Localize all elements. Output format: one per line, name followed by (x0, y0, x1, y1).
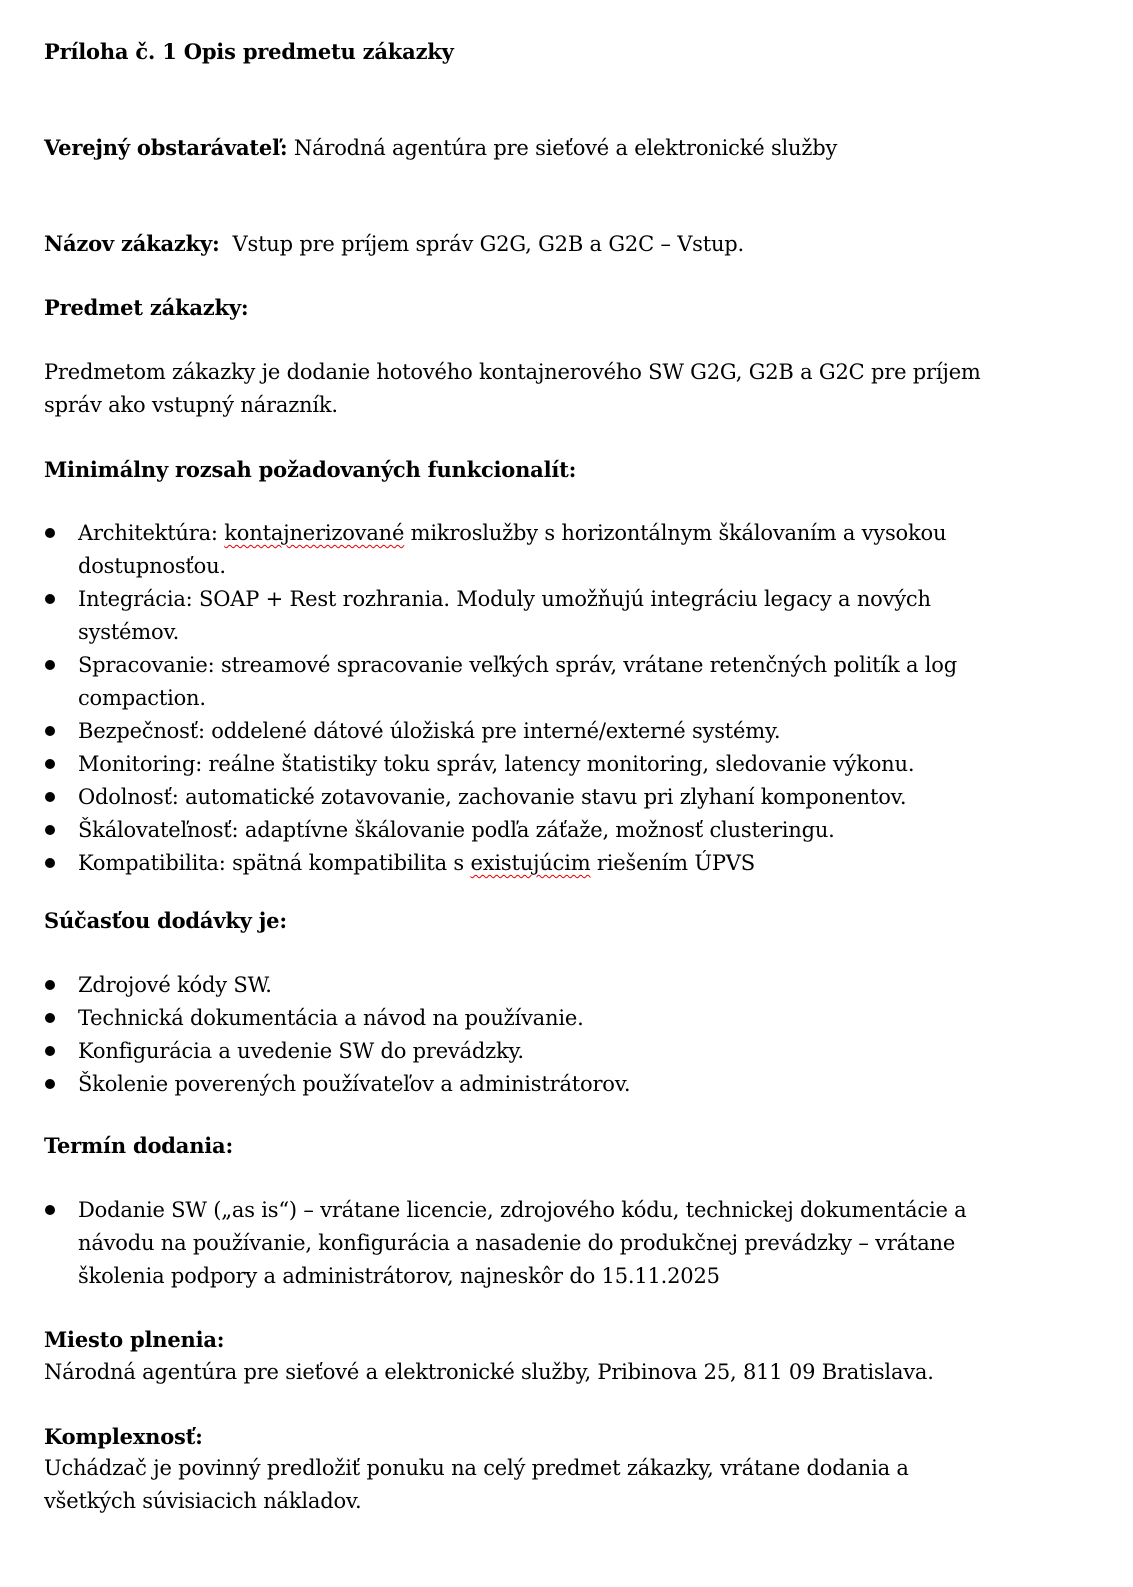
functionalities-list (0, 517, 1044, 880)
bullet-icon (40, 748, 60, 781)
list-item (0, 748, 1044, 781)
delivery-includes-heading: Súčasťou dodávky je: (44, 908, 287, 933)
bullet-icon (40, 517, 60, 550)
list-item (0, 517, 978, 583)
list-item (0, 847, 1044, 880)
subject-text: Predmetom zákazky je dodanie hotového kontajnerového SW G2G, G2B a G2C pre príjem správ ako vstupný nárazník. (44, 360, 981, 417)
list-item (0, 781, 1044, 814)
item-text: Dodanie SW („as is“) – vrátane licencie, zdrojového kódu, technickej dokumentácie a návodu na používanie, konfigurácia a nasadenie do produkčnej prevádzky – vrátane školenia podpory a administrátorov, najneskôr do 15.11.2025 (78, 1198, 967, 1288)
item-text: Spracovanie: streamové spracovanie veľkých správ, vrátane retenčných politík a log compaction. (78, 653, 957, 710)
item-text: Kompatibilita: spätná kompatibilita s (78, 851, 471, 875)
list-item (0, 814, 1044, 847)
spellcheck-flagged-word[interactable]: existujúcim (470, 851, 591, 875)
item-text: riešením ÚPVS (590, 851, 755, 875)
bullet-icon (40, 969, 60, 1002)
complexity-heading: Komplexnosť: (44, 1424, 203, 1449)
contracting-authority (44, 131, 1044, 165)
bullet-icon (40, 781, 60, 814)
item-text: Technická dokumentácia a návod na používanie. (78, 1006, 584, 1030)
delivery-includes-list (0, 969, 1044, 1101)
spellcheck-flagged-word[interactable]: kontajnerizované (224, 521, 405, 545)
contract-name-value: Vstup pre príjem správ G2G, G2B a G2C – Vstup. (219, 232, 745, 256)
contract-name-label: Názov zákazky: (44, 231, 220, 256)
list-item (0, 1002, 1044, 1035)
place-of-performance-heading: Miesto plnenia: (44, 1327, 225, 1352)
item-text: Škálovateľnosť: adaptívne škálovanie podľa záťaže, možnosť clusteringu. (78, 818, 835, 842)
bullet-icon (40, 649, 60, 682)
bullet-icon (40, 847, 60, 880)
bullet-icon (40, 1002, 60, 1035)
item-text: Bezpečnosť: oddelené dátové úložiská pre interné/externé systémy. (78, 719, 781, 743)
bullet-icon (40, 1035, 60, 1068)
list-item (0, 715, 1044, 748)
bullet-icon (40, 715, 60, 748)
item-text: Školenie poverených používateľov a administrátorov. (78, 1072, 631, 1096)
functionalities-heading: Minimálny rozsah požadovaných funkcionalít: (44, 457, 577, 482)
item-text: Architektúra: (78, 521, 225, 545)
subject-heading: Predmet zákazky: (44, 295, 249, 320)
item-text: Zdrojové kódy SW. (78, 973, 272, 997)
delivery-deadline-heading: Termín dodania: (44, 1133, 234, 1158)
list-item (0, 1194, 988, 1293)
contracting-authority-label: Verejný obstarávateľ: (44, 135, 288, 160)
document-title: Príloha č. 1 Opis predmetu zákazky (44, 39, 454, 64)
list-item (0, 649, 978, 715)
item-text: Integrácia: SOAP + Rest rozhrania. Moduly umožňujú integráciu legacy a nových systémov. (78, 587, 931, 644)
contracting-authority-value: Národná agentúra pre sieťové a elektronické služby (287, 136, 838, 160)
bullet-icon (40, 1194, 60, 1227)
list-item (0, 1068, 1044, 1101)
place-of-performance-text: Národná agentúra pre sieťové a elektronické služby, Pribinova 25, 811 09 Bratislava. (44, 1360, 934, 1384)
complexity-text: Uchádzač je povinný predložiť ponuku na celý predmet zákazky, vrátane dodania a všetkých súvisiacich nákladov. (44, 1456, 909, 1513)
bullet-icon (40, 1068, 60, 1101)
list-item (0, 1035, 1044, 1068)
item-text: mikroslužby s horizontálnym škálovaním a vysokou dostupnosťou. (78, 521, 947, 578)
list-item (0, 969, 1044, 1002)
bullet-icon (40, 814, 60, 847)
delivery-deadline-list (0, 1194, 1044, 1293)
item-text: Konfigurácia a uvedenie SW do prevádzky. (78, 1039, 524, 1063)
contract-name (44, 227, 1044, 261)
item-text: Odolnosť: automatické zotavovanie, zachovanie stavu pri zlyhaní komponentov. (78, 785, 907, 809)
item-text: Monitoring: reálne štatistiky toku správ, latency monitoring, sledovanie výkonu. (78, 752, 915, 776)
list-item (0, 583, 938, 649)
bullet-icon (40, 583, 60, 616)
